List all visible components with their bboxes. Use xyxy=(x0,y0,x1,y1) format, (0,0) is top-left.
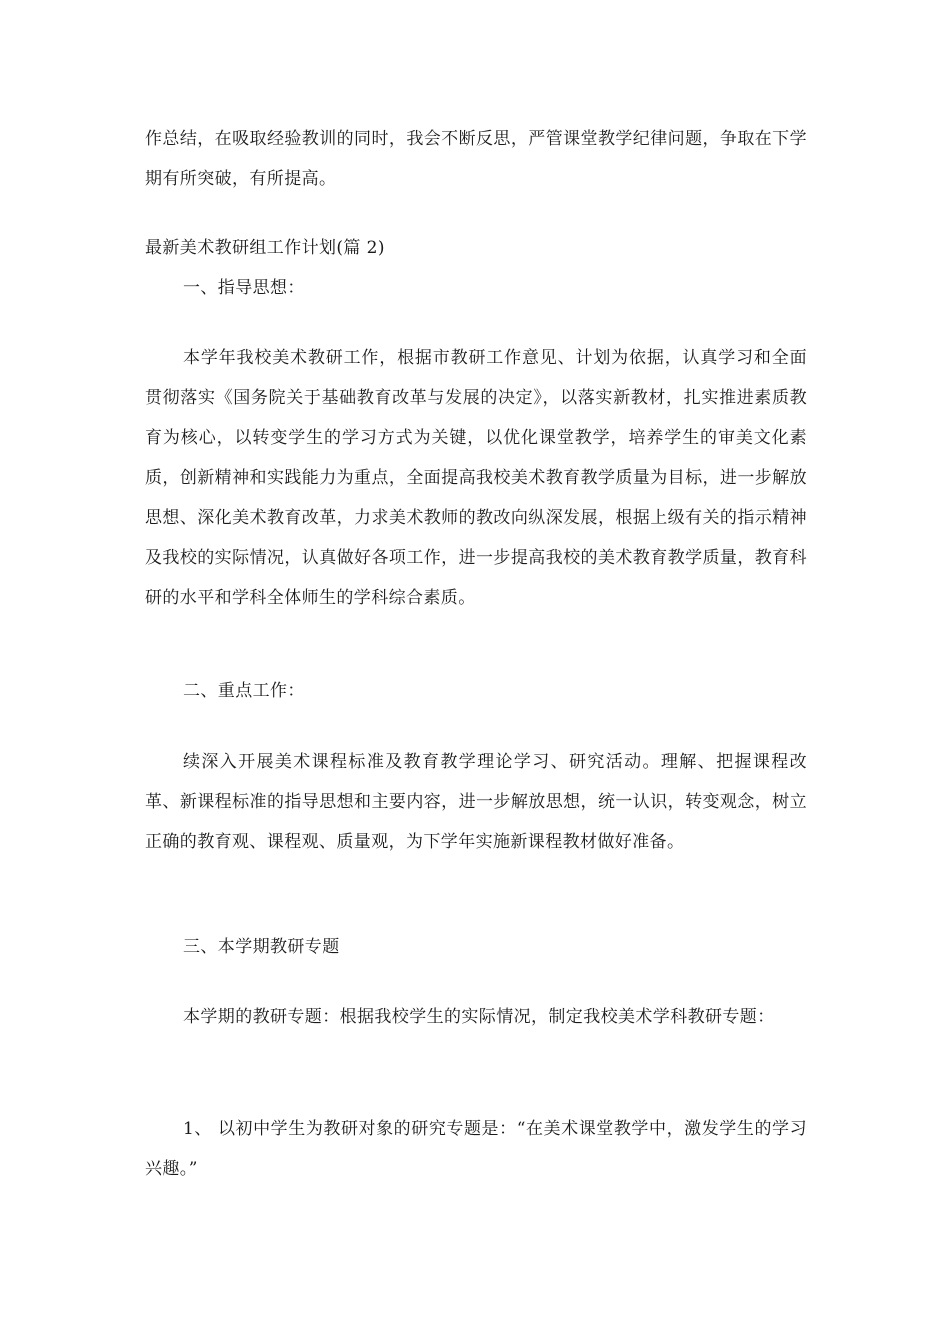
paragraph-guiding-thought: 本学年我校美术教研工作，根据市教研工作意见、计划为依据，认真学习和全面贯彻落实《国务院关于基础教育改革与发展的决定》，以落实新教材，扎实推进素质教育为核心，以转变学生的学习方式为关键，以优化课堂教学，培养学生的审美文化素质，创新精神和实践能力为重点，全面提高我校美术教育教学质量为目标，进一步解放思想、深化美术教育改革，力求美术教师的教改向纵深发展，根据上级有关的指示精神及我校的实际情况，认真做好各项工作，进一步提高我校的美术教育教学质量，教育科研的水平和学科全体师生的学科综合素质。 xyxy=(145,348,807,608)
intro-paragraph: 作总结，在吸取经验教训的同时，我会不断反思，严管课堂教学纪律问题，争取在下学期有所突破，有所提高。 xyxy=(145,129,807,189)
paragraph-research-topic: 本学期的教研专题：根据我校学生的实际情况，制定我校美术学科教研专题： xyxy=(183,1007,775,1027)
heading-research-topic: 三、本学期教研专题 xyxy=(183,937,340,957)
list-item-1: 1、 以初中学生为教研对象的研究专题是：“在美术课堂教学中，激发学生的学习兴趣。” xyxy=(145,1119,807,1179)
section-title: 最新美术教研组工作计划(篇 2) xyxy=(145,238,385,258)
heading-guiding-thought: 一、指导思想： xyxy=(183,278,305,298)
heading-key-work: 二、重点工作： xyxy=(183,681,305,701)
paragraph-key-work: 续深入开展美术课程标准及教育教学理论学习、研究活动。理解、把握课程改革、新课程标准的指导思想和主要内容，进一步解放思想，统一认识，转变观念，树立正确的教育观、课程观、质量观，为下学年实施新课程教材做好准备。 xyxy=(145,752,807,852)
